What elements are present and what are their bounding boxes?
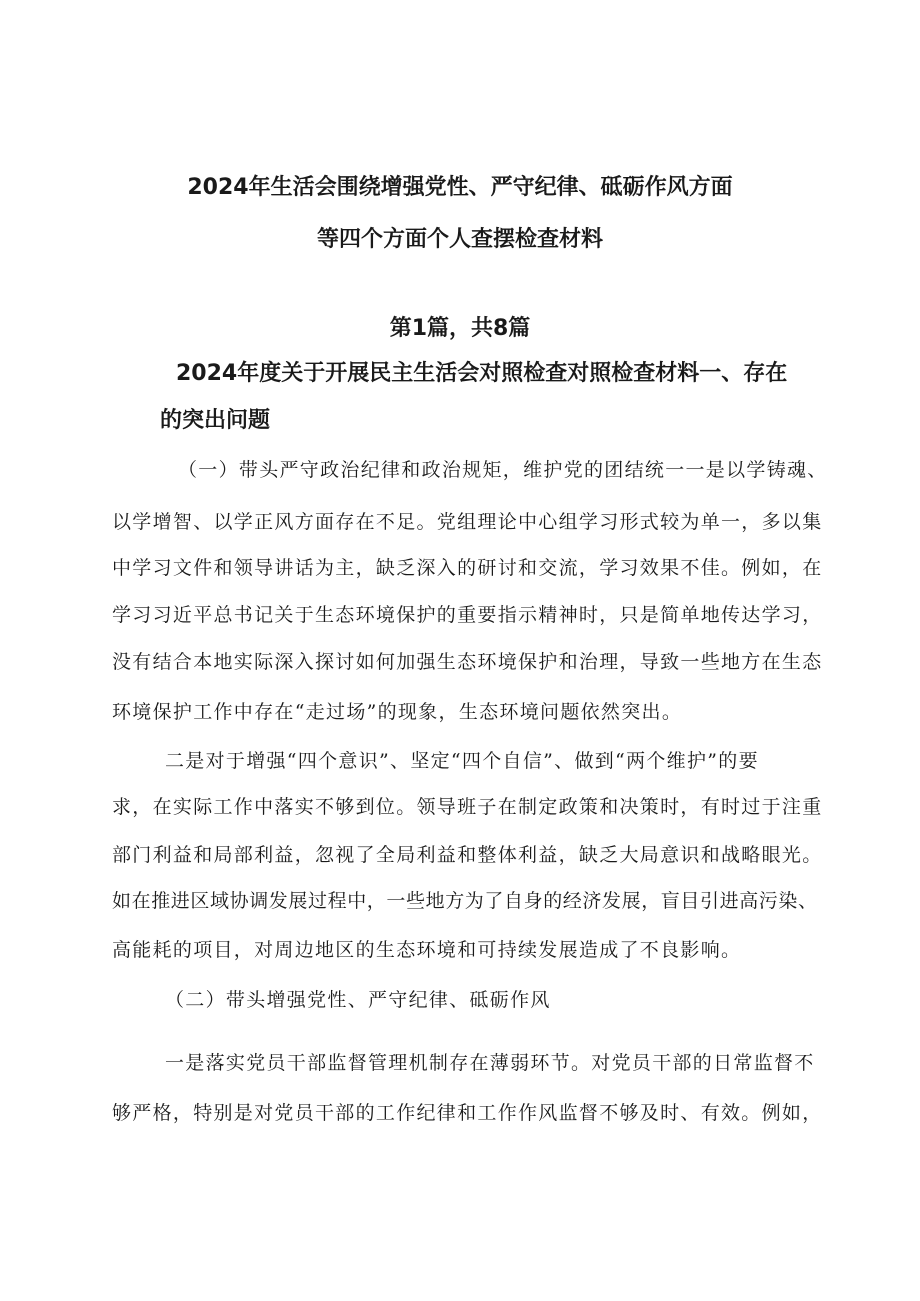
paragraph-2-line-2: 求，在实际工作中落实不够到位。领导班子在制定政策和决策时，有时过于注重 — [112, 796, 823, 818]
paragraph-2-line-1: 二是对于增强“四个意识”、坚定“四个自信”、做到“两个维护”的要 — [165, 750, 759, 772]
paragraph-2-line-4: 如在推进区域协调发展过程中，一些地方为了自身的经济发展，盲目引进高污染、 — [112, 890, 818, 912]
paragraph-2-line-5: 高能耗的项目，对周边地区的生态环境和可持续发展造成了不良影响。 — [112, 939, 742, 961]
section-heading-line-1: 2024年度关于开展民主生活会对照检查对照检查材料一、存在 — [176, 361, 788, 386]
paragraph-1-line-3: 中学习文件和领导讲话为主，缺乏深入的研讨和交流，学习效果不佳。例如，在 — [112, 557, 823, 579]
paragraph-4-line-1: 一是落实党员干部监督管理机制存在薄弱环节。对党员干部的日常监督不 — [165, 1052, 815, 1074]
paragraph-1-line-5: 没有结合本地实际深入探讨如何加强生态环境保护和治理，导致一些地方在生态 — [112, 651, 823, 673]
paragraph-1-line-4: 学习习近平总书记关于生态环境保护的重要指示精神时，只是简单地传达学习， — [112, 604, 823, 626]
section-heading-line-2: 的突出问题 — [160, 408, 271, 433]
paragraph-3-line-1: （二）带头增强党性、严守纪律、砥砺作风 — [165, 989, 551, 1011]
document-title-line-2: 等四个方面个人查摆检查材料 — [316, 227, 603, 252]
document-title-line-1: 2024年生活会围绕增强党性、严守纪律、砥砺作风方面 — [187, 175, 733, 200]
paragraph-4-line-2: 够严格，特别是对党员干部的工作纪律和工作作风监督不够及时、有效。例如， — [112, 1102, 823, 1124]
paragraph-1-line-6: 环境保护工作中存在“走过场”的现象，生态环境问题依然突出。 — [112, 701, 683, 723]
paragraph-1-line-1: （一）带头严守政治纪律和政治规矩，维护党的团结统一一是以学铸魂、 — [178, 459, 828, 481]
paragraph-2-line-3: 部门利益和局部利益，忽视了全局利益和整体利益，缺乏大局意识和战略眼光。 — [112, 844, 823, 866]
part-label: 第1篇，共8篇 — [389, 316, 531, 341]
paragraph-1-line-2: 以学增智、以学正风方面存在不足。党组理论中心组学习形式较为单一，多以集 — [112, 511, 823, 533]
